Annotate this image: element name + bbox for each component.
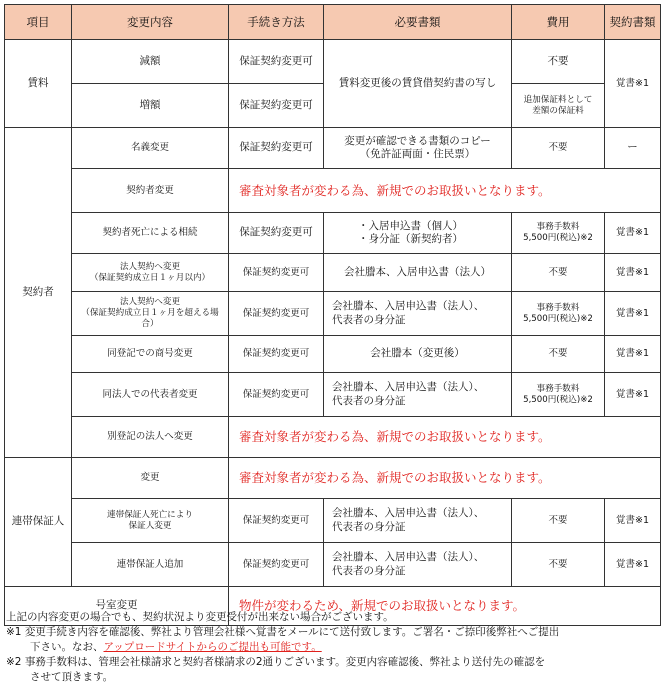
note-2-line-1: ※2 事務手数料は、管理会社様請求と契約者様請求の2通りございます。変更内容確認後、弊社より送付先の確認を xyxy=(6,656,546,668)
footnotes xyxy=(6,610,656,685)
content-cell: 減額 xyxy=(72,40,229,84)
table-row xyxy=(5,213,661,254)
documents-cell: 会社謄本、入居申込書（法人）、 代表者の身分証 xyxy=(324,373,512,417)
content-cell: 連帯保証人死亡により 保証人変更 xyxy=(72,499,229,543)
change-procedure-table-wrapper xyxy=(4,4,660,626)
fee-cell: 不要 xyxy=(512,40,605,84)
method-cell: 保証契約変更可 xyxy=(229,292,324,336)
method-cell: 保証契約変更可 xyxy=(229,213,324,254)
documents-cell: 会社謄本、入居申込書（法人）、 代表者の身分証 xyxy=(324,543,512,587)
header-contract: 契約書類 xyxy=(605,5,661,40)
documents-cell: 賃料変更後の賃貸借契約書の写し xyxy=(324,40,512,128)
documents-cell: ・入居申込書（個人） ・身分証（新契約者） xyxy=(324,213,512,254)
contract-cell: 覚書※1 xyxy=(605,292,661,336)
header-content: 変更内容 xyxy=(72,5,229,40)
table-row xyxy=(5,128,661,169)
table-row xyxy=(5,169,661,213)
fee-cell: 不要 xyxy=(512,499,605,543)
content-cell: 別登記の法人へ変更 xyxy=(72,417,229,458)
content-cell: 契約者変更 xyxy=(72,169,229,213)
content-cell: 同登記での商号変更 xyxy=(72,336,229,373)
contract-cell: 覚書※1 xyxy=(605,213,661,254)
category-room-change: 号室変更 xyxy=(5,587,229,626)
category-contractor: 契約者 xyxy=(5,128,72,458)
table-row xyxy=(5,499,661,543)
content-cell: 契約者死亡による相続 xyxy=(72,213,229,254)
method-cell: 保証契約変更可 xyxy=(229,254,324,292)
note-1-line-2 xyxy=(6,640,656,655)
header-method: 手続き方法 xyxy=(229,5,324,40)
contract-cell: 覚書※1 xyxy=(605,499,661,543)
fee-cell: 事務手数料 5,500円(税込)※2 xyxy=(512,373,605,417)
content-cell: 法人契約へ変更 （保証契約成立日１ヶ月を超える場合） xyxy=(72,292,229,336)
content-cell: 名義変更 xyxy=(72,128,229,169)
contract-cell: 覚書※1 xyxy=(605,543,661,587)
note-1-line-1: ※1 変更手続き内容を確認後、弊社より管理会社様へ覚書をメールにて送付致します。ご署名・ご捺印後弊社へご提出 xyxy=(6,626,560,638)
content-cell: 増額 xyxy=(72,84,229,128)
note-general: 上記の内容変更の場合でも、契約状況より変更受付が出来ない場合がございます。 xyxy=(6,611,394,623)
header-item: 項目 xyxy=(5,5,72,40)
table-row xyxy=(5,543,661,587)
note-2-line-2: させて頂きます。 xyxy=(30,671,114,683)
header-fee: 費用 xyxy=(512,5,605,40)
new-application-notice: 物件が変わるため、新規でのお取扱いとなります。 xyxy=(229,587,661,626)
content-cell: 法人契約へ変更 （保証契約成立日１ヶ月以内） xyxy=(72,254,229,292)
fee-cell: 不要 xyxy=(512,336,605,373)
header-documents: 必要書類 xyxy=(324,5,512,40)
fee-cell: 事務手数料 5,500円(税込)※2 xyxy=(512,292,605,336)
fee-cell: 追加保証料として 差額の保証料 xyxy=(512,84,605,128)
method-cell: 保証契約変更可 xyxy=(229,84,324,128)
table-row xyxy=(5,458,661,499)
documents-cell: 変更が確認できる書類のコピー （免許証両面・住民票） xyxy=(324,128,512,169)
table-row xyxy=(5,40,661,84)
table-row xyxy=(5,417,661,458)
contract-cell: 覚書※1 xyxy=(605,373,661,417)
documents-cell: 会社謄本、入居申込書（法人） xyxy=(324,254,512,292)
method-cell: 保証契約変更可 xyxy=(229,336,324,373)
table-row xyxy=(5,254,661,292)
content-cell: 変更 xyxy=(72,458,229,499)
fee-cell: 不要 xyxy=(512,254,605,292)
method-cell: 保証契約変更可 xyxy=(229,499,324,543)
documents-cell: 会社謄本、入居申込書（法人）、 代表者の身分証 xyxy=(324,292,512,336)
fee-cell: 不要 xyxy=(512,128,605,169)
method-cell: 保証契約変更可 xyxy=(229,373,324,417)
fee-cell: 事務手数料 5,500円(税込)※2 xyxy=(512,213,605,254)
new-application-notice: 審査対象者が変わる為、新規でのお取扱いとなります。 xyxy=(229,458,661,499)
documents-cell: 会社謄本、入居申込書（法人）、 代表者の身分証 xyxy=(324,499,512,543)
category-rent: 賃料 xyxy=(5,40,72,128)
contract-cell: ー xyxy=(605,128,661,169)
content-cell: 同法人での代表者変更 xyxy=(72,373,229,417)
table-row xyxy=(5,336,661,373)
change-procedure-table xyxy=(4,4,661,626)
table-header-row xyxy=(5,5,661,40)
table-row xyxy=(5,292,661,336)
documents-cell: 会社謄本（変更後） xyxy=(324,336,512,373)
upload-site-link[interactable]: アップロードサイトからのご提出も可能です。 xyxy=(103,641,322,653)
category-guarantor: 連帯保証人 xyxy=(5,458,72,587)
method-cell: 保証契約変更可 xyxy=(229,40,324,84)
contract-cell: 覚書※1 xyxy=(605,336,661,373)
method-cell: 保証契約変更可 xyxy=(229,128,324,169)
new-application-notice: 審査対象者が変わる為、新規でのお取扱いとなります。 xyxy=(229,417,661,458)
contract-cell: 覚書※1 xyxy=(605,40,661,128)
fee-cell: 不要 xyxy=(512,543,605,587)
note-1-text: 下さい。なお、 xyxy=(30,641,104,653)
content-cell: 連帯保証人追加 xyxy=(72,543,229,587)
method-cell: 保証契約変更可 xyxy=(229,543,324,587)
table-row xyxy=(5,373,661,417)
new-application-notice: 審査対象者が変わる為、新規でのお取扱いとなります。 xyxy=(229,169,661,213)
contract-cell: 覚書※1 xyxy=(605,254,661,292)
